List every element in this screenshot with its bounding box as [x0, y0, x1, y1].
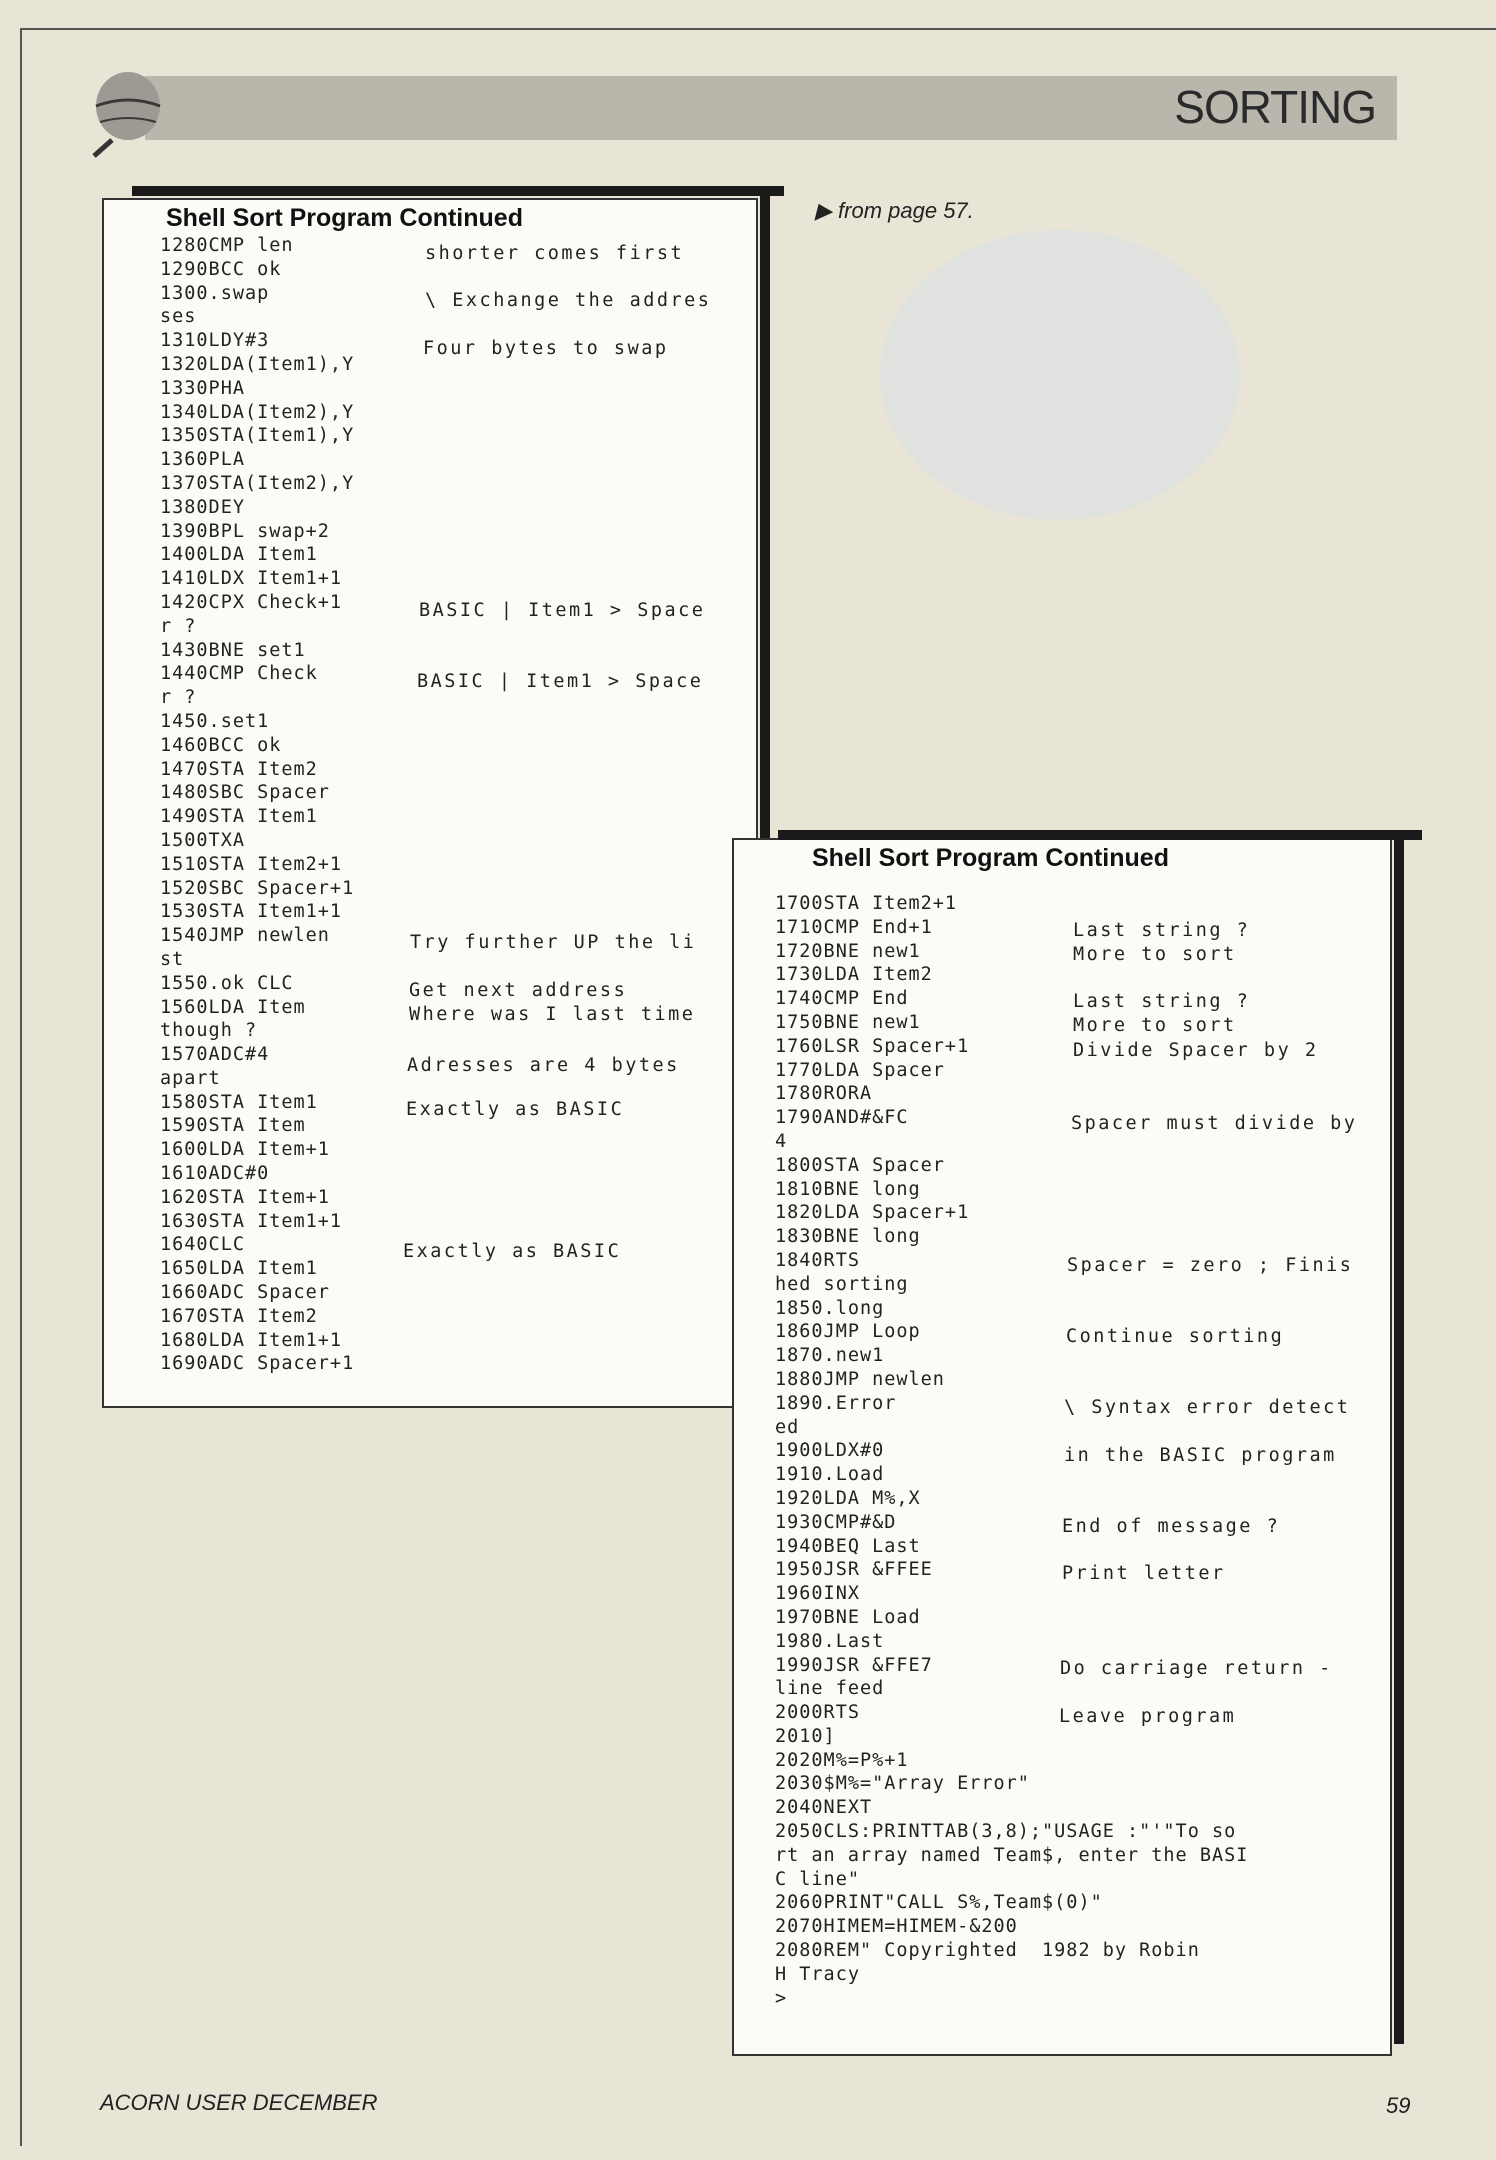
- comment-line: Where was I last time: [409, 1004, 696, 1025]
- comment-line: Leave program: [1059, 1706, 1237, 1727]
- comment-line: \ Exchange the addres: [425, 290, 712, 311]
- comment-line: in the BASIC program: [1064, 1445, 1337, 1466]
- comment-line: BASIC | Item1 > Space: [419, 600, 706, 621]
- comment-line: Adresses are 4 bytes: [407, 1055, 680, 1076]
- listing-right-title: Shell Sort Program Continued: [812, 844, 1169, 872]
- comment-line: Last string ?: [1073, 991, 1251, 1012]
- comment-line: More to sort: [1073, 944, 1237, 965]
- comment-line: Divide Spacer by 2: [1073, 1040, 1319, 1061]
- comment-line: Last string ?: [1073, 920, 1251, 941]
- page-number: 59: [1386, 2093, 1411, 2118]
- comment-line: Spacer = zero ; Finis: [1067, 1255, 1354, 1276]
- comment-line: Four bytes to swap: [423, 338, 669, 359]
- comment-line: Print letter: [1062, 1563, 1226, 1584]
- comment-line: \ Syntax error detect: [1064, 1397, 1351, 1418]
- footer-magazine: ACORN USER DECEMBER: [100, 2090, 378, 2115]
- comment-line: BASIC | Item1 > Space: [417, 671, 704, 692]
- from-page-text: from page 57.: [838, 198, 974, 223]
- listing-right-code: 1700STA Item2+1 1710CMP End+1 1720BNE new1 1730LDA Item2 1740CMP End 1750BNE new1 1760LSR Spacer+1 1770LDA Spacer 1780RORA 1790AND#&FC 4 1800STA Spacer 1810BNE long 1820LDA Spacer+1 1830BNE long 1840RTS hed sorting 1850.long 1860JMP Loop 1870.new1 1880JMP newlen 1890.Error ed 1900LDX#0 1910.Load 1920LDA M%,X 1930CMP#&D 1940BEQ Last 1950JSR &FFEE 1960INX 1970BNE Load 1980.Last 1990JSR &FFE7 line feed 2000RTS 2010] 2020M%=P%+1 2030$M%="Array Error" 2040NEXT 2050CLS:PRINTTAB(3,8);"USAGE :"'"To so rt an array named Team$, enter the BASI C line" 2060PRINT"CALL S%,Team$(0)" 2070HIMEM=HIMEM-&200 2080REM" Copyrighted 1982 by Robin H Tracy >: [775, 893, 1249, 2009]
- listing-left-code: 1280CMP len 1290BCC ok 1300.swap ses 1310LDY#3 1320LDA(Item1),Y 1330PHA 1340LDA(Item2),Y 1350STA(Item1),Y 1360PLA 1370STA(Item2),Y 1380DEY 1390BPL swap+2 1400LDA Item1 1410LDX Item1+1 1420CPX Check+1 r ? 1430BNE set1 1440CMP Check r ? 1450.set1 1460BCC ok 1470STA Item2 1480SBC Spacer 1490STA Item1 1500TXA 1510STA Item2+1 1520SBC Spacer+1 1530STA Item1+1 1540JMP newlen st 1550.ok CLC 1560LDA Item though ? 1570ADC#4 apart 1580STA Item1 1590STA Item 1600LDA Item+1 1610ADC#0 1620STA Item+1 1630STA Item1+1 1640CLC 1650LDA Item1 1660ADC Spacer 1670STA Item2 1680LDA Item1+1 1690ADC Spacer+1: [160, 235, 355, 1375]
- listing-left-title: Shell Sort Program Continued: [166, 204, 523, 232]
- comment-line: Get next address: [409, 980, 628, 1001]
- acorn-logo-icon: [90, 64, 162, 160]
- section-title: SORTING: [1174, 81, 1376, 133]
- listing-right-shadow-right: [1394, 834, 1404, 2044]
- comment-line: Do carriage return -: [1060, 1658, 1333, 1679]
- comment-line: End of message ?: [1062, 1516, 1281, 1537]
- listing-left-shadow-top: [132, 186, 784, 196]
- comment-line: Continue sorting: [1066, 1326, 1285, 1347]
- comment-line: More to sort: [1073, 1015, 1237, 1036]
- comment-line: Spacer must divide by: [1071, 1113, 1358, 1134]
- comment-line: Exactly as BASIC: [403, 1241, 622, 1262]
- comment-line: shorter comes first: [425, 243, 685, 264]
- from-page-note: ▶ from page 57.: [815, 198, 974, 223]
- comment-line: Exactly as BASIC: [406, 1099, 625, 1120]
- comment-line: Try further UP the li: [410, 932, 697, 953]
- listing-right-shadow-top: [778, 830, 1422, 840]
- background-graphic: [880, 230, 1240, 520]
